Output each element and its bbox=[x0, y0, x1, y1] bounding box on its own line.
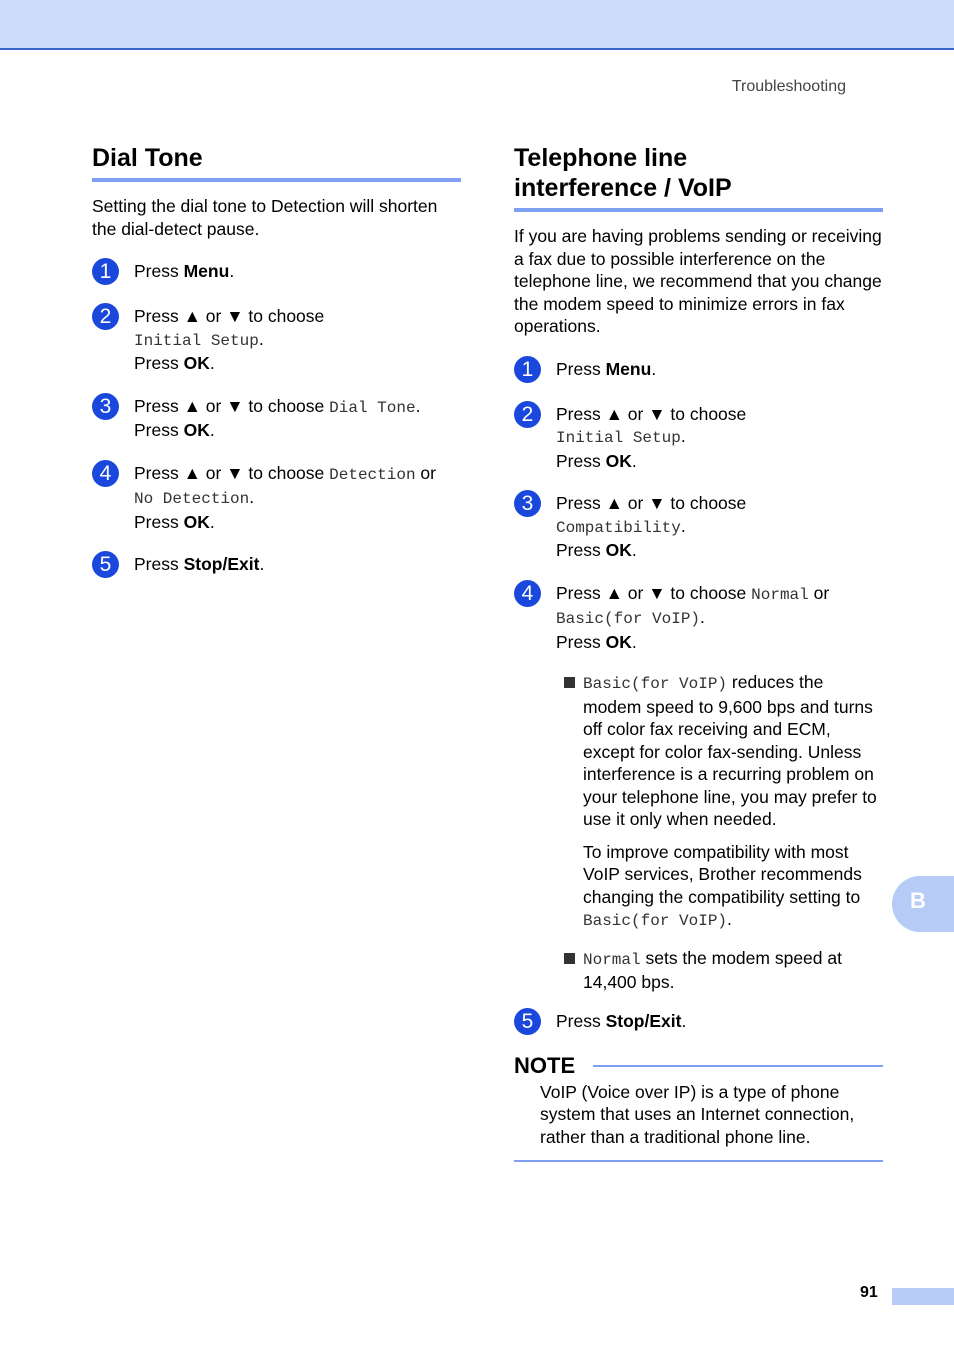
step-text-plain: . bbox=[258, 328, 264, 349]
section-title bbox=[514, 143, 883, 203]
key-name: Stop/Exit bbox=[183, 554, 260, 574]
step-text-plain: Press bbox=[556, 1010, 606, 1031]
step-text-plain: Press ▲ or ▼ to choose bbox=[556, 403, 747, 424]
key-name: Stop/Exit bbox=[605, 1010, 682, 1031]
step-2 bbox=[514, 401, 883, 473]
title-line-2: interference / VoIP bbox=[514, 174, 732, 202]
section-title: Dial Tone bbox=[92, 144, 203, 172]
step-text-plain: Press bbox=[556, 358, 606, 379]
step-text-plain: . bbox=[680, 515, 686, 536]
step-text-plain: . bbox=[229, 261, 235, 281]
bullet-extra-text bbox=[583, 841, 883, 933]
menu-option: Basic(for VoIP) bbox=[556, 610, 701, 628]
running-head: Troubleshooting bbox=[731, 78, 846, 95]
step-text-plain: Press ▲ or ▼ to choose bbox=[556, 493, 747, 513]
bullet-text-plain: To improve compatibility with most VoIP services, Brother recommends changing the compatibility setting to bbox=[583, 841, 862, 907]
chapter-tab: B bbox=[892, 876, 954, 932]
voip-section bbox=[514, 143, 883, 1162]
intro-text: If you are having problems sending or receiving a fax due to possible interference on the telephone line, we recommend that you change the modem speed to minimize errors in fax operations. bbox=[514, 226, 882, 336]
menu-option: Basic(for VoIP) bbox=[583, 912, 728, 930]
key-name: OK bbox=[183, 420, 210, 440]
menu-option: Compatibility bbox=[556, 518, 681, 537]
step-text-plain: Press bbox=[556, 631, 606, 652]
bullet-body bbox=[583, 671, 883, 933]
note-header bbox=[514, 1053, 883, 1079]
step-text bbox=[134, 460, 436, 534]
step-text-plain: Press bbox=[134, 261, 184, 281]
step-number-badge: 4 bbox=[514, 580, 541, 607]
dial-tone-section bbox=[92, 143, 461, 596]
note-bottom-rule bbox=[514, 1160, 883, 1162]
step-text bbox=[134, 258, 234, 283]
step-3 bbox=[92, 393, 461, 442]
bullet-text-plain: reduces the modem speed to 9,600 bps and turns off color fax receiving and ECM, except for color fax-sending. Unless interference is a recurring problem on your telephone line, you may prefer to use it only when needed. bbox=[583, 672, 877, 829]
step-number-badge: 3 bbox=[92, 393, 119, 420]
step-text-plain: or bbox=[415, 462, 436, 483]
bullet-text bbox=[583, 671, 883, 831]
step-1 bbox=[92, 258, 461, 285]
note-box bbox=[514, 1053, 883, 1163]
menu-option: No Detection bbox=[134, 490, 250, 508]
step-text-plain: . bbox=[631, 631, 637, 652]
step-number-badge: 5 bbox=[92, 551, 119, 578]
step-number-badge: 4 bbox=[92, 460, 119, 487]
option-bullets bbox=[564, 671, 883, 994]
intro-text: Setting the dial tone to Detection will shorten the dial-detect pause. bbox=[92, 196, 438, 239]
step-text-plain: Press bbox=[134, 554, 184, 574]
step-text-plain: . bbox=[249, 487, 255, 507]
step-text bbox=[556, 1008, 686, 1033]
title-rule bbox=[514, 208, 883, 212]
step-number-badge: 2 bbox=[514, 401, 541, 428]
key-name: Menu bbox=[605, 358, 652, 379]
page-number-bar bbox=[892, 1288, 954, 1305]
menu-option: Initial Setup bbox=[134, 331, 259, 350]
key-name: OK bbox=[183, 511, 210, 532]
step-text-plain: Press bbox=[134, 420, 184, 440]
key-name: Menu bbox=[183, 261, 230, 281]
step-list bbox=[92, 258, 461, 578]
step-text-plain: Press ▲ or ▼ to choose bbox=[134, 395, 330, 416]
note-text: VoIP (Voice over IP) is a type of phone system that uses an Internet connection, rather than a traditional phone line. bbox=[540, 1081, 855, 1147]
title-rule bbox=[92, 178, 461, 182]
step-text-plain: . bbox=[631, 450, 637, 471]
bullet-text-plain: . bbox=[727, 909, 732, 929]
step-4 bbox=[514, 580, 883, 654]
step-text-plain: . bbox=[209, 353, 215, 373]
step-5 bbox=[514, 1008, 883, 1035]
step-number-badge: 2 bbox=[92, 303, 119, 330]
step-text-plain: . bbox=[651, 358, 657, 379]
step-text-plain: Press bbox=[134, 511, 184, 532]
step-text bbox=[556, 580, 829, 654]
menu-option: Normal bbox=[751, 585, 809, 604]
note-title: NOTE bbox=[514, 1052, 576, 1078]
step-text-plain: Press bbox=[556, 450, 606, 471]
step-text-plain: Press ▲ or ▼ to choose bbox=[134, 462, 330, 483]
bullet-normal bbox=[564, 947, 883, 994]
step-text-plain: . bbox=[700, 607, 705, 627]
square-bullet-icon bbox=[564, 677, 575, 688]
menu-option: Normal bbox=[583, 950, 641, 969]
step-4 bbox=[92, 460, 461, 534]
step-text bbox=[134, 393, 420, 442]
step-number-badge: 1 bbox=[92, 258, 119, 285]
note-rule bbox=[593, 1065, 883, 1067]
step-text-plain: . bbox=[209, 420, 215, 440]
step-text-plain: or bbox=[808, 582, 830, 603]
step-text-plain: . bbox=[681, 1010, 687, 1031]
step-text bbox=[556, 356, 656, 381]
step-text bbox=[134, 551, 264, 576]
bullet-text bbox=[583, 947, 883, 994]
menu-option: Basic(for VoIP) bbox=[583, 675, 728, 693]
key-name: OK bbox=[605, 540, 632, 560]
step-number-badge: 1 bbox=[514, 356, 541, 383]
step-text-plain: Press ▲ or ▼ to choose bbox=[556, 582, 752, 603]
step-text-plain: . bbox=[209, 511, 215, 532]
step-number-badge: 5 bbox=[514, 1008, 541, 1035]
step-text-plain: . bbox=[680, 426, 686, 446]
step-text-plain: . bbox=[415, 395, 421, 416]
menu-option: Dial Tone bbox=[329, 398, 416, 417]
page-number: 91 bbox=[860, 1284, 878, 1301]
key-name: OK bbox=[183, 353, 210, 373]
step-1 bbox=[514, 356, 883, 383]
square-bullet-icon bbox=[564, 953, 575, 964]
key-name: OK bbox=[605, 450, 632, 471]
bullet-basic-voip bbox=[564, 671, 883, 933]
step-list-continued bbox=[514, 1008, 883, 1035]
step-text bbox=[134, 303, 324, 375]
step-3 bbox=[514, 490, 883, 562]
title-line-1: Telephone line bbox=[514, 144, 688, 172]
step-text-plain: . bbox=[631, 540, 637, 560]
bullet-text-plain: sets the modem speed at 14,400 bps. bbox=[583, 947, 842, 992]
top-banner bbox=[0, 0, 954, 50]
menu-option: Initial Setup bbox=[556, 429, 681, 447]
step-text-plain: . bbox=[259, 554, 265, 574]
step-text-plain: Press bbox=[134, 353, 184, 373]
step-list bbox=[514, 356, 883, 654]
step-text bbox=[556, 490, 746, 562]
key-name: OK bbox=[605, 631, 632, 652]
step-number-badge: 3 bbox=[514, 490, 541, 517]
step-text-plain: Press bbox=[556, 540, 606, 560]
menu-option: Detection bbox=[329, 465, 416, 484]
bullet-body bbox=[583, 947, 883, 994]
step-text bbox=[556, 401, 746, 473]
step-text-plain: Press ▲ or ▼ to choose bbox=[134, 306, 325, 326]
step-5 bbox=[92, 551, 461, 578]
step-2 bbox=[92, 303, 461, 375]
